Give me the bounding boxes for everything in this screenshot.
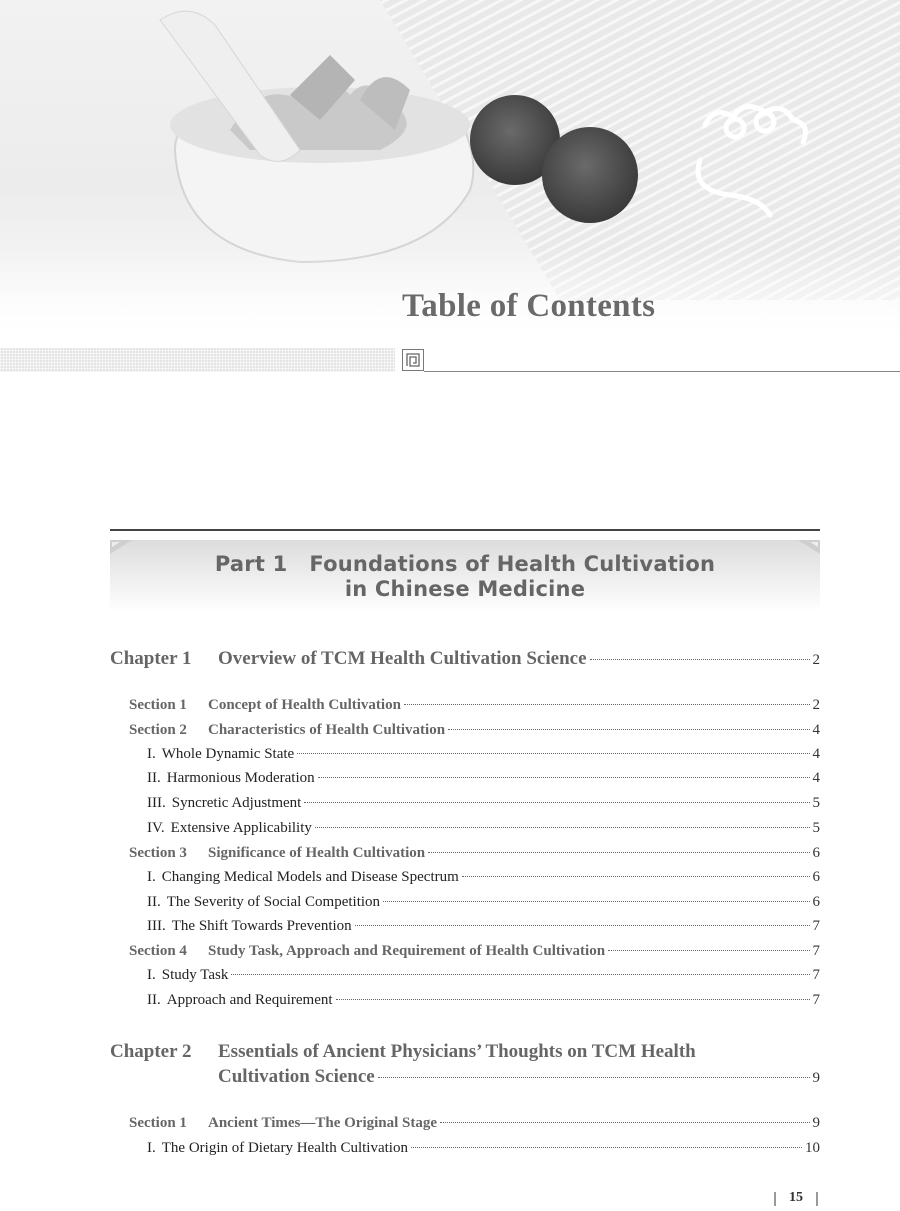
section-title: Ancient Times—The Original Stage — [208, 1115, 438, 1131]
page-ref: 6 — [812, 845, 820, 861]
page-ref: 7 — [812, 943, 820, 959]
section-number: Section 2 — [129, 722, 187, 738]
chapter-title: Overview of TCM Health Cultivation Science — [218, 648, 587, 669]
dot-leader — [404, 704, 810, 705]
item-number: IV. — [147, 820, 165, 836]
chapter-number: Chapter 2 — [110, 1041, 192, 1062]
decorative-band — [0, 348, 395, 372]
chapter-number: Chapter 1 — [110, 648, 192, 669]
divider — [424, 371, 900, 372]
item-title: The Shift Towards Prevention — [171, 918, 352, 934]
toc-item[interactable] — [147, 820, 820, 837]
toc-section[interactable] — [129, 722, 820, 739]
dot-leader — [336, 999, 810, 1000]
item-title: Extensive Applicability — [170, 820, 312, 836]
item-title: Harmonious Moderation — [166, 770, 315, 786]
dot-leader — [318, 777, 810, 778]
toc-item[interactable] — [147, 795, 820, 812]
dot-leader — [231, 974, 809, 975]
item-number: II. — [147, 894, 161, 910]
chapter-title-line2: Cultivation Science — [218, 1066, 375, 1087]
dot-leader — [462, 876, 810, 877]
item-number: III. — [147, 918, 166, 934]
toc-item[interactable] — [147, 992, 820, 1009]
page-number: 15 — [772, 1190, 820, 1206]
toc-item[interactable] — [147, 746, 820, 763]
part-title-line2: in Chinese Medicine — [344, 577, 586, 601]
toc-chapter-1[interactable] — [110, 648, 820, 670]
item-number: II. — [147, 770, 161, 786]
section-title: Characteristics of Health Cultivation — [208, 722, 446, 738]
page-ref: 10 — [805, 1140, 820, 1156]
page-ref: 2 — [812, 652, 820, 668]
page-ref: 7 — [812, 967, 820, 983]
chapter-title-line1: Essentials of Ancient Physicians’ Thoughts on TCM Health — [218, 1041, 696, 1062]
item-title: Study Task — [161, 967, 229, 983]
item-title: The Origin of Dietary Health Cultivation — [161, 1140, 408, 1156]
item-number: II. — [147, 992, 161, 1008]
page-ref: 4 — [812, 722, 820, 738]
page-ref: 7 — [812, 918, 820, 934]
toc-item[interactable] — [147, 894, 820, 911]
part-title-line1: Foundations of Health Cultivation — [309, 552, 716, 576]
dot-leader — [297, 753, 809, 754]
section-number: Section 3 — [129, 845, 187, 861]
item-title: Syncretic Adjustment — [171, 795, 302, 811]
page-ref: 4 — [812, 770, 820, 786]
dot-leader — [448, 729, 809, 730]
toc-chapter-2-line1[interactable] — [110, 1041, 696, 1063]
dot-leader — [378, 1077, 810, 1078]
page-ref: 6 — [812, 869, 820, 885]
toc-chapter-2[interactable] — [218, 1066, 820, 1088]
dot-leader — [304, 802, 809, 803]
dot-leader — [440, 1122, 809, 1123]
part-number: Part 1 — [214, 552, 288, 576]
item-title: The Severity of Social Competition — [166, 894, 381, 910]
part-title — [110, 552, 820, 602]
item-title: Whole Dynamic State — [161, 746, 295, 762]
toc-section[interactable] — [129, 1115, 820, 1132]
part-banner — [110, 540, 820, 612]
dot-leader — [355, 925, 810, 926]
item-number: I. — [147, 967, 156, 983]
page-ref: 9 — [812, 1070, 820, 1086]
section-title: Significance of Health Cultivation — [208, 845, 426, 861]
toc-item[interactable] — [147, 918, 820, 935]
dot-leader — [411, 1147, 802, 1148]
item-title: Approach and Requirement — [166, 992, 333, 1008]
toc-section[interactable] — [129, 943, 820, 960]
item-title: Changing Medical Models and Disease Spectrum — [161, 869, 459, 885]
dot-leader — [383, 901, 809, 902]
dot-leader — [428, 852, 809, 853]
dot-leader — [590, 659, 810, 660]
page-ref: 5 — [812, 820, 820, 836]
section-number: Section 4 — [129, 943, 187, 959]
section-number: Section 1 — [129, 1115, 187, 1131]
page-ref: 6 — [812, 894, 820, 910]
toc-item[interactable] — [147, 869, 820, 886]
item-number: I. — [147, 1140, 156, 1156]
item-number: I. — [147, 869, 156, 885]
toc-item[interactable] — [147, 967, 820, 984]
dot-leader — [608, 950, 809, 951]
page-ref: 5 — [812, 795, 820, 811]
page-ref: 9 — [812, 1115, 820, 1131]
meander-pattern-icon — [402, 349, 424, 371]
page-ref: 2 — [812, 697, 820, 713]
section-number: Section 1 — [129, 697, 187, 713]
section-title: Study Task, Approach and Requirement of Health Cultivation — [208, 943, 606, 959]
divider — [110, 529, 820, 531]
page-ref: 4 — [812, 746, 820, 762]
page-title: Table of Contents — [402, 288, 656, 324]
item-number: I. — [147, 746, 156, 762]
toc-section[interactable] — [129, 697, 820, 714]
toc-section[interactable] — [129, 845, 820, 862]
page-ref: 7 — [812, 992, 820, 1008]
item-number: III. — [147, 795, 166, 811]
toc-item[interactable] — [147, 770, 820, 787]
section-title: Concept of Health Cultivation — [208, 697, 401, 713]
dot-leader — [315, 827, 810, 828]
toc-item[interactable] — [147, 1140, 820, 1157]
